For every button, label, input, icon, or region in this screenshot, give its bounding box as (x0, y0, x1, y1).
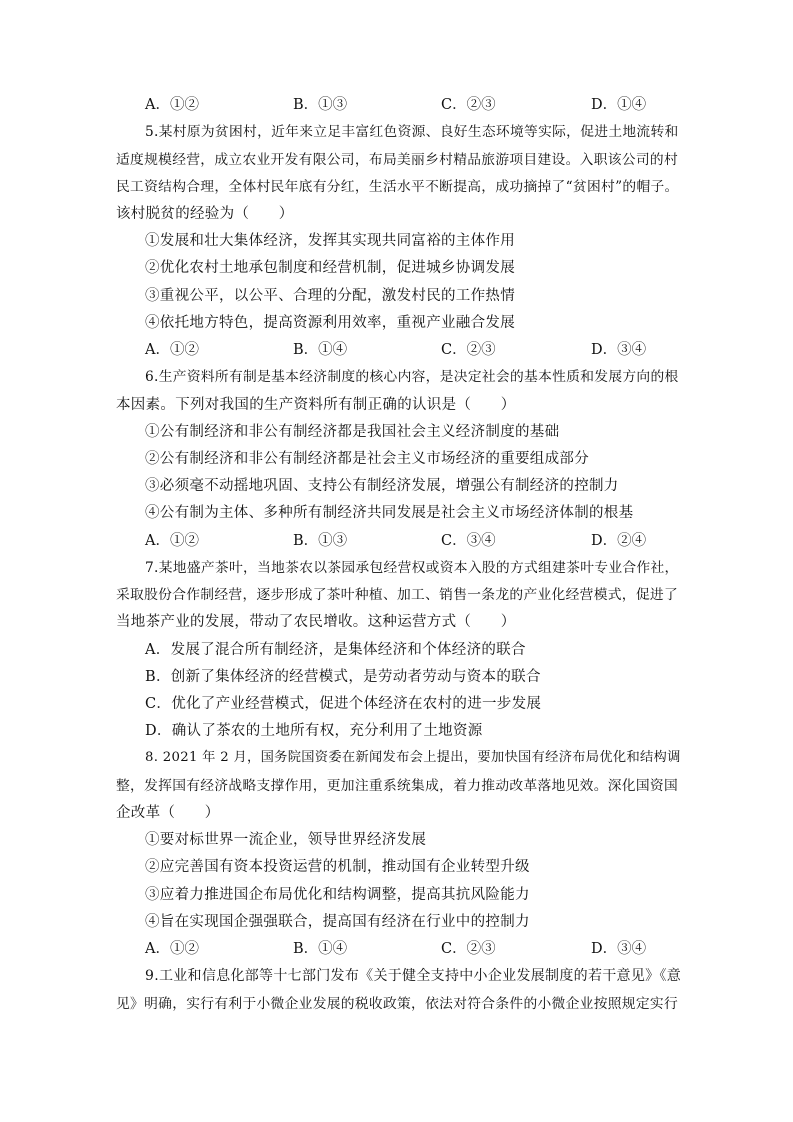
q5-stem-line: 5.某村原为贫困村，近年来立足丰富红色资源、良好生态环境等实际，促进土地流转和 (145, 124, 679, 140)
q8-option-c[interactable]: C．②③ (441, 941, 496, 957)
q8-option-b[interactable]: B．①④ (293, 941, 348, 957)
q8-option-a[interactable]: A．①② (145, 941, 199, 957)
q5-option-a[interactable]: A．①② (145, 342, 199, 358)
q8-stem-line: 8. 2021 年 2 月，国务院国资委在新闻发布会上提出，要加快国有经济布局优化和结构调 (145, 750, 681, 765)
q6-stem-line: 6.生产资料所有制是基本经济制度的核心内容，是决定社会的基本性质和发展方向的根 (145, 369, 679, 385)
q8-item: ①要对标世界一流企业，领导世界经济发展 (145, 832, 427, 848)
q5-options (145, 340, 665, 360)
q6-option-c[interactable]: C．③④ (441, 533, 496, 549)
q7-choice-c[interactable]: C．优化了产业经营模式，促进个体经济在农村的进一步发展 (145, 696, 542, 712)
q5-item: ③重视公平，以公平、合理的分配，激发村民的工作热情 (145, 288, 515, 304)
q5-stem-line: 该村脱贫的经验为（ ） (116, 206, 294, 222)
q6-stem-line: 本因素。下列对我国的生产资料所有制正确的认识是（ ） (116, 397, 516, 413)
q6-item: ①公有制经济和非公有制经济都是我国社会主义经济制度的基础 (145, 424, 560, 440)
q6-item: ③必须毫不动摇地巩固、支持公有制经济发展，增强公有制经济的控制力 (145, 478, 619, 494)
q7-choice-d[interactable]: D．确认了茶农的土地所有权，充分利用了土地资源 (145, 723, 483, 739)
q4-options (145, 95, 665, 115)
q7-stem-line: 当地茶产业的发展，带动了农民增收。这种运营方式（ ） (116, 614, 516, 630)
q6-option-a[interactable]: A．①② (145, 533, 199, 549)
q9-stem-line: 9.工业和信息化部等十七部门发布《关于健全支持中小企业发展制度的若干意见》《意 (145, 968, 682, 984)
q8-item: ③应着力推进国企布局优化和结构调整，提高其抗风险能力 (145, 887, 530, 903)
q4-option-b[interactable]: B．①③ (293, 97, 348, 113)
q8-item: ②应完善国有资本投资运营的机制，推动国有企业转型升级 (145, 859, 530, 875)
q8-stem-line: 整，发挥国有经济战略支撑作用，更加注重系统集成，着力推动改革落地见效。深化国资国 (116, 778, 679, 794)
q5-item: ④依托地方特色，提高资源利用效率，重视产业融合发展 (145, 315, 515, 331)
q7-stem-line: 采取股份合作制经营，逐步形成了茶叶种植、加工、销售一条龙的产业化经营模式，促进了 (116, 587, 679, 603)
q5-item: ①发展和壮大集体经济，发挥其实现共同富裕的主体作用 (145, 233, 515, 249)
q7-choice-a[interactable]: A．发展了混合所有制经济，是集体经济和个体经济的联合 (145, 642, 526, 658)
q5-option-b[interactable]: B．①④ (293, 342, 348, 358)
q8-item: ④旨在实现国企强强联合，提高国有经济在行业中的控制力 (145, 914, 530, 930)
q4-option-a[interactable]: A．①② (145, 97, 199, 113)
q5-stem-line: 适度规模经营，成立农业开发有限公司，布局美丽乡村精品旅游项目建设。入职该公司的村 (116, 152, 679, 168)
q8-option-d[interactable]: D．③④ (591, 941, 647, 957)
q5-option-d[interactable]: D．③④ (591, 342, 647, 358)
q9-stem-line: 见》明确，实行有利于小微企业发展的税收政策，依法对符合条件的小微企业按照规定实行 (116, 996, 679, 1012)
q4-option-d[interactable]: D．①④ (591, 97, 647, 113)
q8-stem-line: 企改革（ ） (116, 805, 220, 821)
q6-item: ④公有制为主体、多种所有制经济共同发展是社会主义市场经济体制的根基 (145, 505, 634, 521)
q6-option-b[interactable]: B．①③ (293, 533, 348, 549)
q6-option-d[interactable]: D．②④ (591, 533, 647, 549)
q7-choice-b[interactable]: B．创新了集体经济的经营模式，是劳动者劳动与资本的联合 (145, 669, 541, 685)
q4-option-c[interactable]: C．②③ (441, 97, 496, 113)
q5-item: ②优化农村土地承包制度和经营机制，促进城乡协调发展 (145, 260, 515, 276)
q5-stem-line: 民工资结构合理，全体村民年底有分红，生活水平不断提高，成功摘掉了“贫困村”的帽子。 (116, 179, 679, 195)
q5-option-c[interactable]: C．②③ (441, 342, 496, 358)
q8-options (145, 939, 665, 959)
q6-options (145, 531, 665, 551)
q6-item: ②公有制经济和非公有制经济都是社会主义市场经济的重要组成部分 (145, 451, 589, 467)
q7-stem-line: 7.某地盛产茶叶，当地茶农以茶园承包经营权或资本入股的方式组建茶叶专业合作社， (145, 560, 679, 576)
